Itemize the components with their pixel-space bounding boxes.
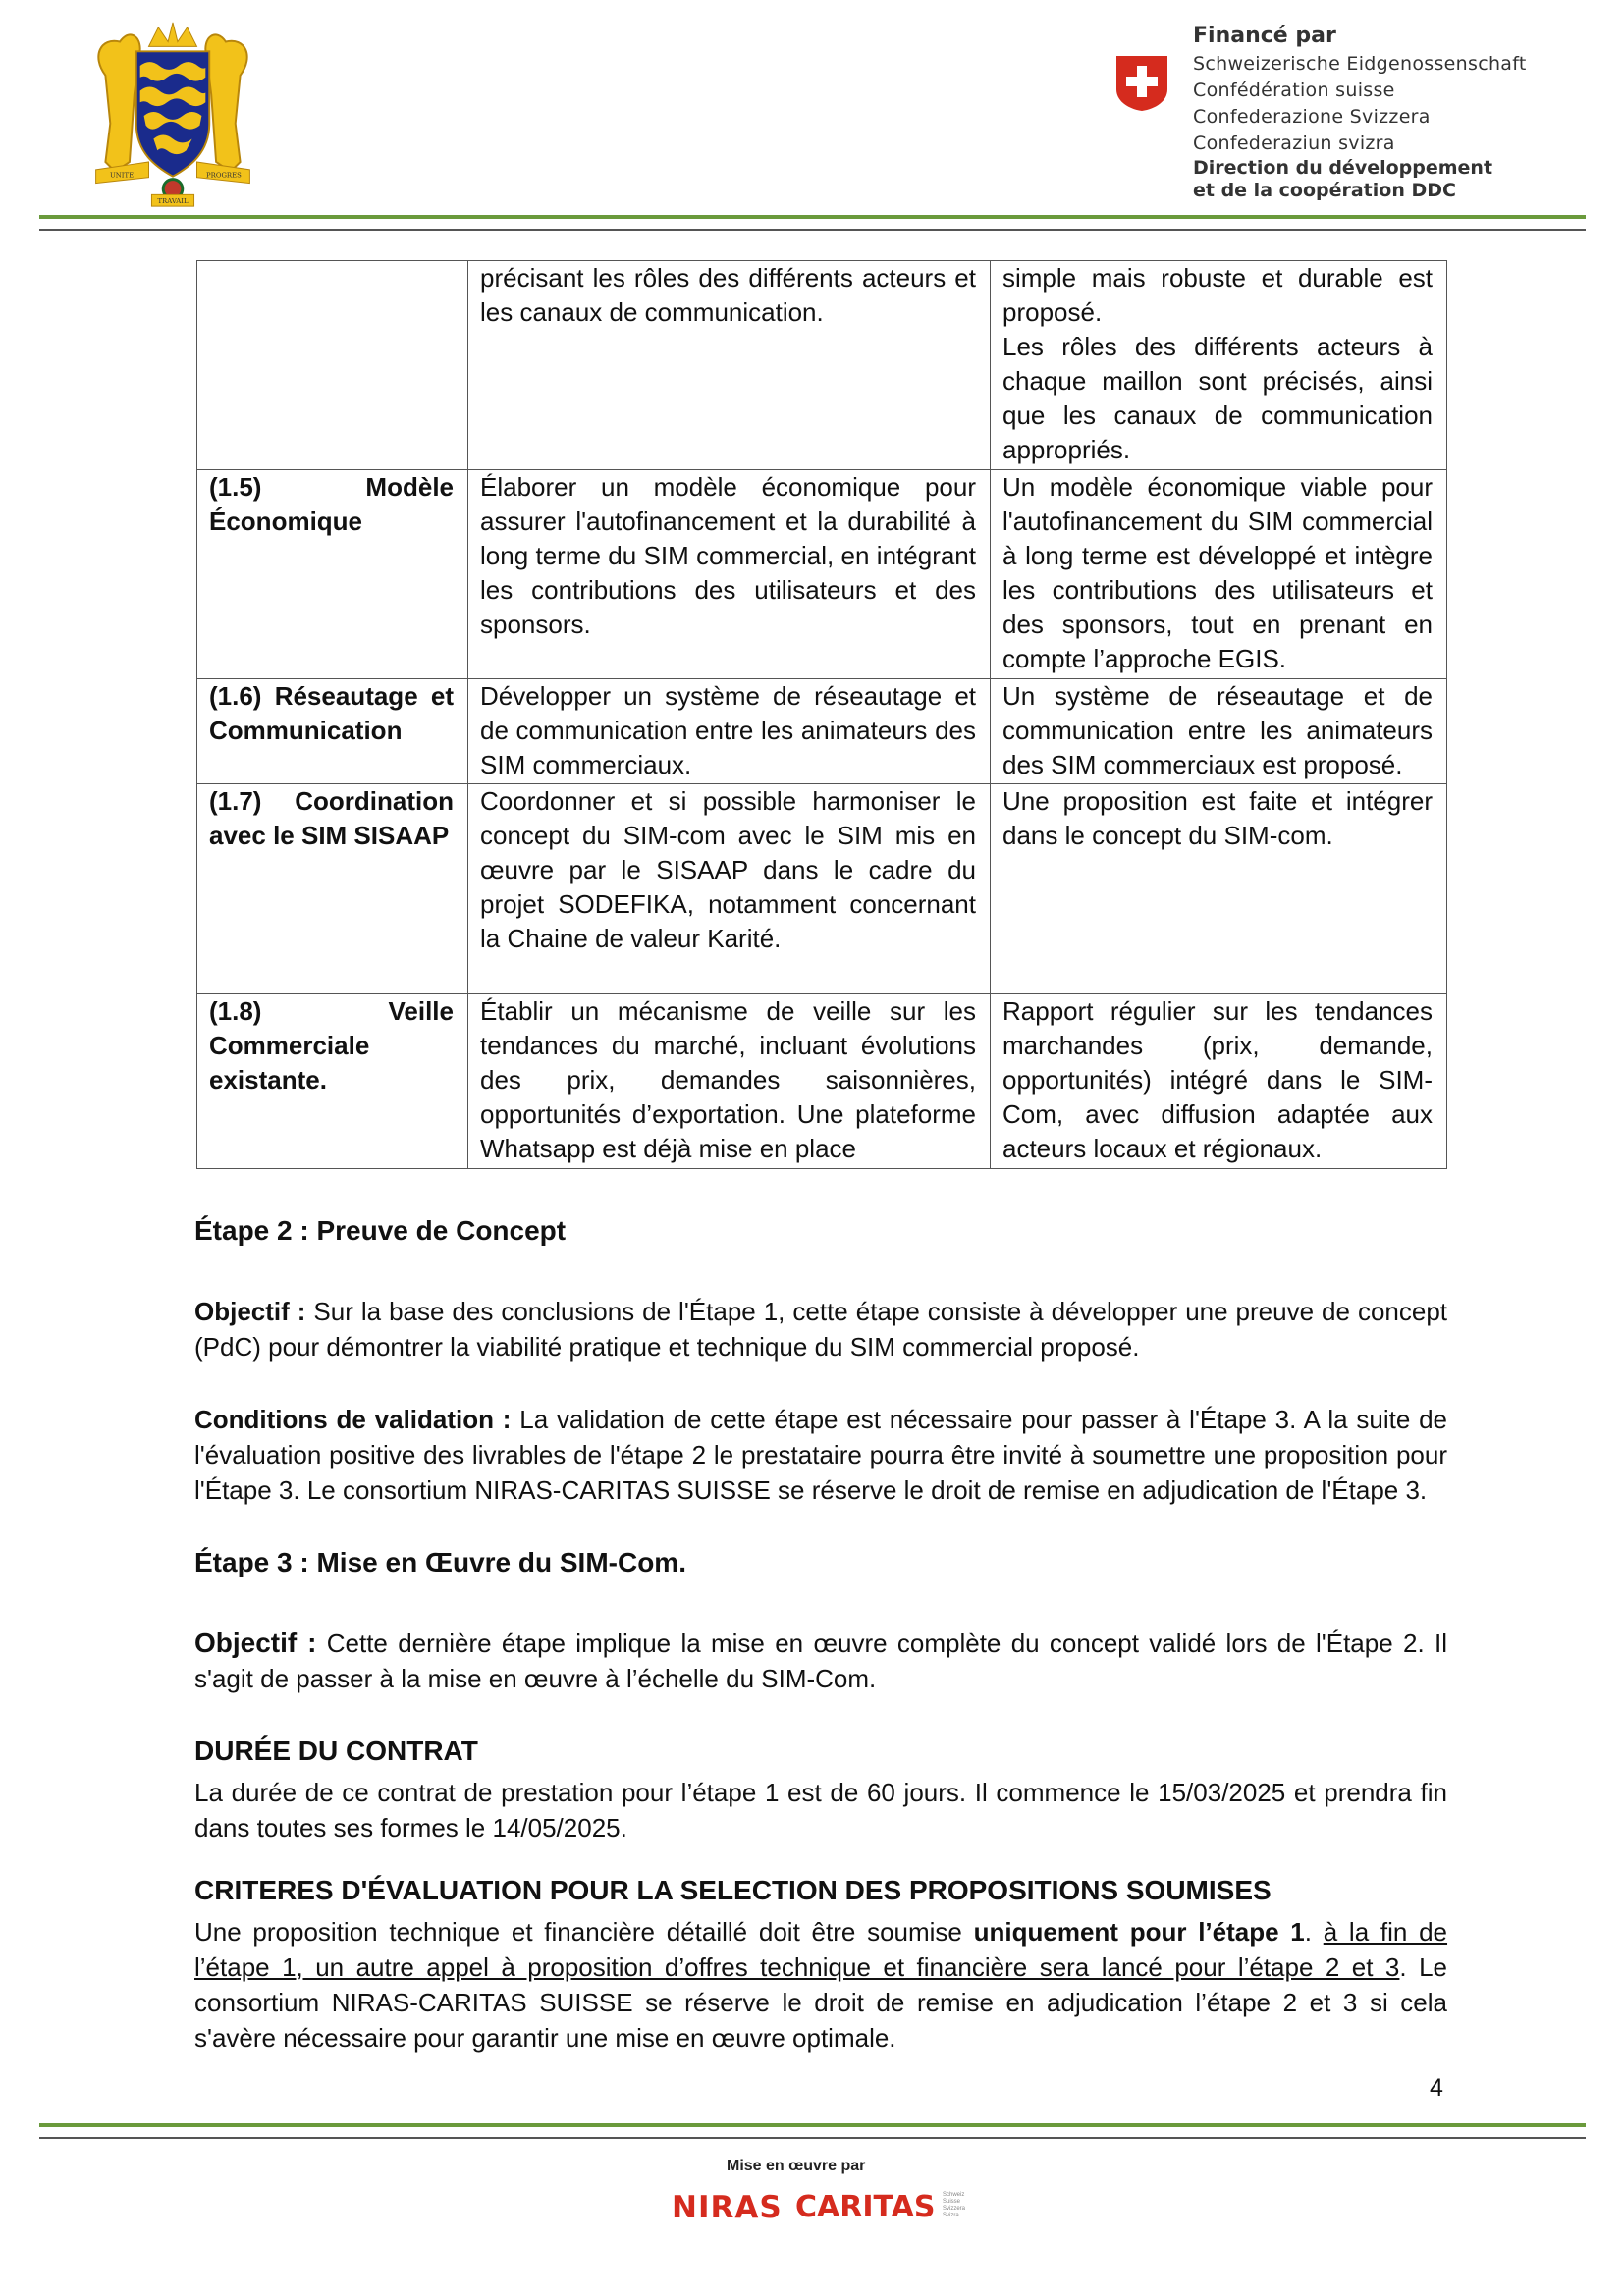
criteres-text-a: Une proposition technique et financière détaillé doit être soumise [194,1917,974,1947]
language-line: Schweizerische Eidgenossenschaft [1193,53,1527,75]
footer-divider-green [39,2123,1586,2127]
caritas-subtext-line: Schweiz [943,2192,965,2198]
table-cell-description [468,994,991,1169]
table-row [197,470,1447,679]
table-cell-activity: (1.7) Coordination avec le SIM SISAAP [197,784,468,994]
cell-text: Rapport régulier sur les tendances marchandes (prix, demande, opportunités) intégré dans le SIM-Com, avec diffusion adaptée aux acteurs locaux et régionaux. [1002,996,1433,1163]
table-row [197,784,1447,994]
implementer-logos [672,2178,966,2241]
conditions-text: La validation de cette étape est nécessaire pour passer à l'Étape 3. A la suite de l'évaluation positive des livrables de l'étape 2 le prestataire pourra être invité à soumettre une proposition pour l'Étape 3. Le consortium NIRAS-CARITAS SUISSE se réserve le droit de remise en adjudication de l'Étape 3. [194,1405,1448,1505]
conditions-label: Conditions de validation : [194,1405,512,1434]
etape2-heading: Étape 2 : Preuve de Concept [194,1215,567,1246]
table-cell-result [991,784,1447,994]
swiss-flag-icon [1112,54,1171,113]
table-cell-result [991,470,1447,679]
cell-text: Un système de réseautage et de communication entre les animateurs des SIM commerciaux est proposé. [1002,681,1433,779]
header-divider-green [39,215,1586,219]
caritas-logo: CARITAS [795,2190,936,2224]
criteres-heading: CRITERES D'ÉVALUATION POUR LA SELECTION DES PROPOSITIONS SOUMISES [194,1875,1272,1905]
table-cell-description [468,470,991,679]
cell-text: Une proposition est faite et intégrer dans le concept du SIM-com. [1002,786,1433,850]
table-cell-description [468,784,991,994]
criteres-text-b: . [1304,1917,1324,1947]
objectif-label: Objectif : [194,1297,306,1326]
ddc-funder-block [1193,22,1527,202]
caritas-subtext-line: Suisse [943,2199,961,2205]
objectif-text: Sur la base des conclusions de l'Étape 1, cette étape consiste à développer une preuve de concept (PdC) pour démontrer la viabilité pratique et technique du SIM commercial proposé. [194,1297,1448,1362]
duree-heading: DURÉE DU CONTRAT [194,1735,478,1766]
table-cell-activity: (1.8) Veille Commerciale existante. [197,994,468,1169]
cell-text: Un modèle économique viable pour l'autofinancement du SIM commercial à long terme est développé et intègre les contributions des utilisateurs et des sponsors, tout en prenant en compte l’approche EGIS. [1002,472,1433,673]
objectif-label: Objectif : [194,1628,317,1658]
table-cell-description [468,261,991,470]
activities-table [196,260,1447,1169]
header-divider-dark [39,229,1586,231]
cell-text: simple mais robuste et durable est proposé. [1002,263,1433,327]
table-cell-description [468,679,991,784]
table-row [197,261,1447,470]
language-line: Confederazione Svizzera [1193,106,1431,128]
objectif-text: Cette dernière étape implique la mise en œuvre complète du concept validé lors de l'Étape 2. Il s'agit de passer à la mise en œuvre à l’échelle du SIM-Com. [194,1629,1447,1693]
duree-paragraph: La durée de ce contrat de prestation pour l’étape 1 est de 60 jours. Il commence le 15/03/2025 et prendra fin dans toutes ses formes le 14/05/2025. [194,1778,1447,1842]
etape2-objectif-paragraph [194,1294,1447,1364]
table-cell-activity: (1.6) Réseautage et Communication [197,679,468,784]
table-cell-result [991,994,1447,1169]
implemented-by-label: Mise en œuvre par [727,2158,866,2174]
criteres-text-c: . Le consortium NIRAS-CARITAS SUISSE se réserve le droit de remise en adjudication l’étape 2 et 3 si cela s'avère nécessaire pour garantir une mise en œuvre optimale. [194,1952,1448,2053]
caritas-subtext-line: Svizzera [943,2206,966,2212]
caritas-subtext [943,2192,965,2219]
cell-text: Les rôles des différents acteurs à chaque maillon sont précisés, ainsi que les canaux de communication appropriés. [1002,332,1433,464]
table-row [197,679,1447,784]
cell-text: précisant les rôles des différents acteurs et les canaux de communication. [480,263,976,327]
chad-coat-of-arms-icon [77,18,269,210]
criteres-text-bold: uniquement pour l’étape 1 [973,1917,1305,1947]
table-cell-activity: (1.5) Modèle Économique [197,470,468,679]
finance-title: Financé par [1193,24,1336,48]
cell-text: Élaborer un modèle économique pour assurer l'autofinancement et la durabilité à long terme du SIM commercial, en intégrant les contributions des utilisateurs et des sponsors. [480,472,976,639]
etape3-objectif-paragraph [194,1626,1447,1696]
page-header [0,0,1624,236]
footer-divider-dark [39,2137,1586,2139]
table-cell-activity [197,261,468,470]
cell-text: Établir un mécanisme de veille sur les tendances du marché, incluant évolutions des prix, demandes saisonnières, opportunités d’exportation. Une plateforme Whatsapp est déjà mise en place [480,996,976,1163]
caritas-subtext-line: Svizra [943,2213,959,2218]
table-row [197,994,1447,1169]
niras-logo: NIRAS [672,2190,783,2225]
etape2-conditions-paragraph [194,1402,1447,1508]
language-line: Confederaziun svizra [1193,133,1395,154]
svg-text:UNITE: UNITE [110,171,135,180]
etape3-heading: Étape 3 : Mise en Œuvre du SIM-Com. [194,1547,686,1577]
direction-line: et de la coopération DDC [1193,180,1456,201]
cell-text: Coordonner et si possible harmoniser le concept du SIM-com avec le SIM mis en œuvre par le SISAAP dans le cadre du projet SODEFIKA, notamment concernant la Chaine de valeur Karité. [480,786,976,953]
table-cell-result [991,261,1447,470]
cell-text: Développer un système de réseautage et de communication entre les animateurs des SIM commerciaux. [480,681,976,779]
criteres-paragraph [194,1914,1447,2056]
direction-line: Direction du développement [1193,157,1493,179]
page-number: 4 [1430,2074,1443,2102]
svg-text:PROGRES: PROGRES [206,171,242,180]
criteres-text-underlined: à la fin de l’étape 1, un autre appel à proposition d’offres technique et financière sera lancé pour l’étape 2 et 3 [194,1917,1448,1982]
language-line: Confédération suisse [1193,80,1395,101]
svg-text:TRAVAIL: TRAVAIL [157,197,189,206]
table-cell-result [991,679,1447,784]
